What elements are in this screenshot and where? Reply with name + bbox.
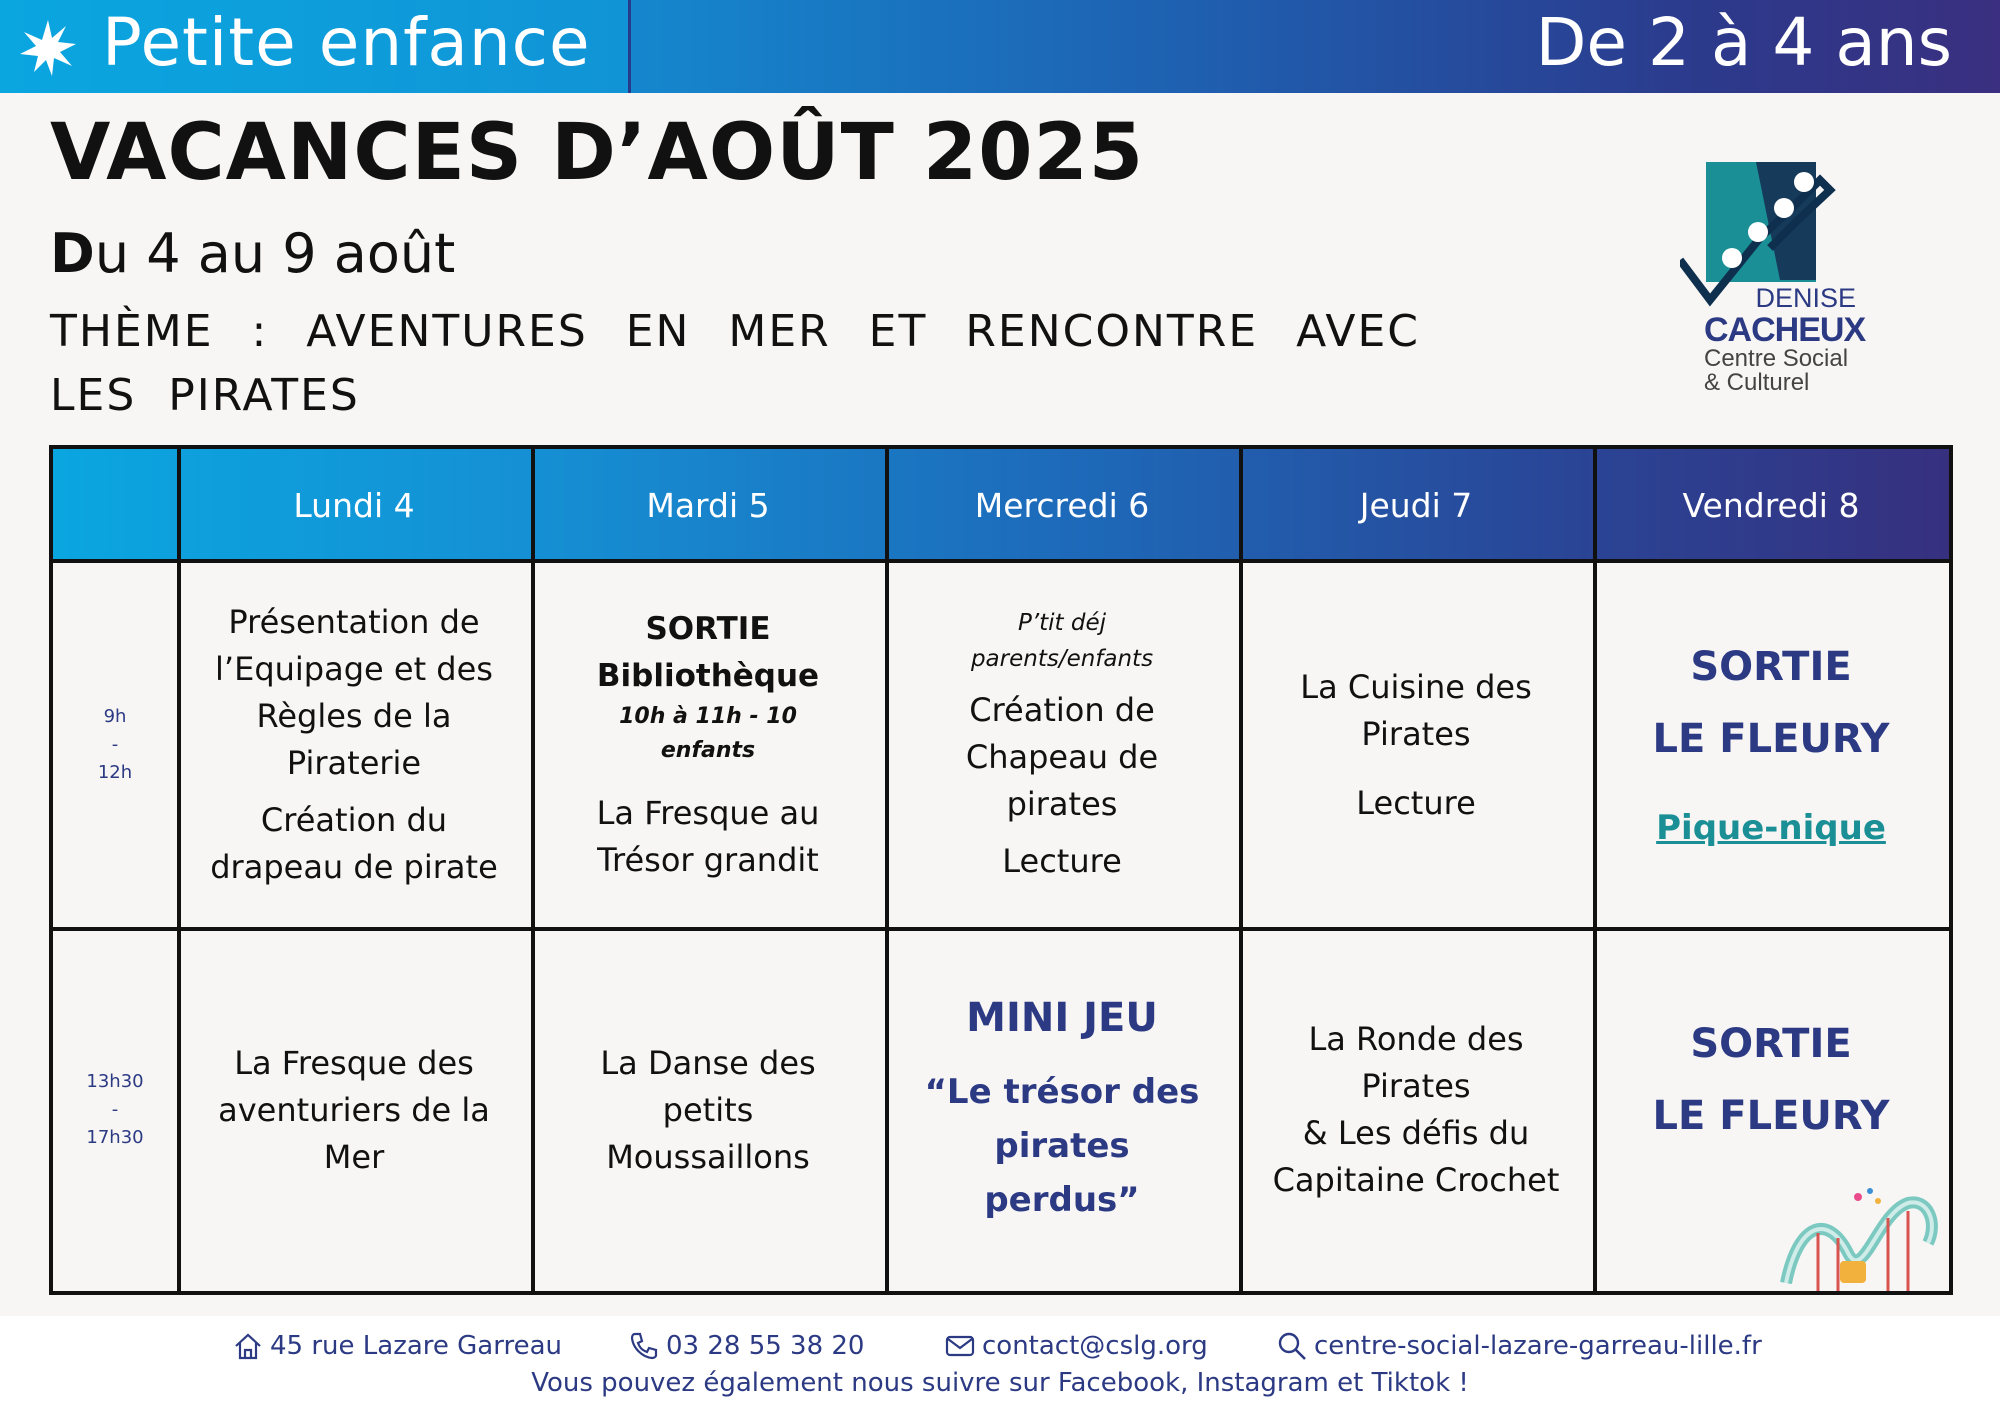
grid-line bbox=[53, 559, 1949, 563]
day-header-wednesday bbox=[885, 449, 1239, 561]
activity: La Danse des petits Moussaillons bbox=[600, 1043, 816, 1176]
grid-line bbox=[53, 927, 1949, 931]
game-title: MINI JEU bbox=[966, 995, 1158, 1041]
logo-line-centre: Centre Social bbox=[1704, 345, 1849, 372]
time-sep: - bbox=[111, 734, 119, 755]
cell-tuesday-morning bbox=[531, 561, 885, 929]
star-icon bbox=[18, 18, 78, 78]
grid-line bbox=[531, 449, 535, 1291]
time-end: 17h30 bbox=[86, 1127, 144, 1148]
schedule-table bbox=[49, 445, 1953, 1295]
activity: Lecture bbox=[1356, 783, 1476, 822]
picnic-link[interactable]: Pique-nique bbox=[1656, 808, 1886, 848]
time-morning bbox=[53, 561, 177, 929]
footer-website[interactable] bbox=[1276, 1326, 1762, 1366]
cell-wednesday-afternoon bbox=[885, 929, 1239, 1291]
date-range bbox=[50, 222, 455, 285]
activity: Création du drapeau de pirate bbox=[210, 801, 498, 886]
search-icon bbox=[1276, 1330, 1308, 1362]
activity: & Les défis du Capitaine Crochet bbox=[1272, 1114, 1560, 1199]
footer-address bbox=[232, 1326, 562, 1366]
grid-line bbox=[1239, 449, 1243, 1291]
day-header-thursday bbox=[1239, 449, 1593, 561]
activity: La Cuisine des Pirates bbox=[1300, 667, 1532, 753]
day-label: Lundi 4 bbox=[293, 485, 415, 525]
header-separator bbox=[628, 0, 631, 93]
phone-text: 03 28 55 38 20 bbox=[666, 1331, 865, 1361]
activity: La Fresque au Trésor grandit bbox=[596, 794, 820, 879]
cell-monday-afternoon bbox=[177, 929, 531, 1291]
game-subtitle: “Le trésor des pirates perdus” bbox=[924, 1072, 1200, 1220]
day-header-friday bbox=[1593, 449, 1949, 561]
footer-phone[interactable] bbox=[628, 1326, 864, 1366]
outing-place: Bibliothèque bbox=[596, 658, 820, 694]
day-header-tuesday bbox=[531, 449, 885, 561]
phone-icon bbox=[628, 1330, 660, 1362]
date-rest: u 4 au 9 août bbox=[94, 222, 456, 285]
logo-line-culturel: & Culturel bbox=[1704, 369, 1810, 396]
mail-icon bbox=[944, 1330, 976, 1362]
footer bbox=[0, 1316, 2000, 1414]
date-prefix: D bbox=[50, 222, 95, 285]
social-follow-text: Vous pouvez également nous suivre sur Facebook, Instagram et Tiktok ! bbox=[531, 1368, 1469, 1398]
time-start: 9h bbox=[103, 706, 127, 727]
cell-wednesday-morning bbox=[885, 561, 1239, 929]
logo-line-cacheux: CACHEUX bbox=[1704, 311, 1866, 349]
outing-title: SORTIE bbox=[1690, 1021, 1852, 1067]
theme-text: THÈME : AVENTURES EN MER ET RENCONTRE AVEC LES PIRATES bbox=[50, 306, 1420, 421]
address-text: 45 rue Lazare Garreau bbox=[270, 1331, 562, 1361]
email-text: contact@cslg.org bbox=[982, 1331, 1208, 1361]
grid-line bbox=[885, 449, 889, 1291]
activity: Création de Chapeau de pirates bbox=[965, 691, 1159, 823]
grid-line bbox=[177, 449, 181, 1291]
breakfast-note: P’tit déj parents/enfants bbox=[970, 610, 1154, 672]
grid-line bbox=[1593, 449, 1597, 1291]
time-start: 13h30 bbox=[86, 1071, 144, 1092]
day-label: Jeudi 7 bbox=[1359, 485, 1473, 525]
day-label: Mardi 5 bbox=[646, 485, 770, 525]
activity: La Ronde des Pirates bbox=[1308, 1020, 1524, 1105]
age-range: De 2 à 4 ans bbox=[1535, 4, 1952, 81]
activity: La Fresque des aventuriers de la Mer bbox=[218, 1043, 490, 1176]
roller-coaster-icon bbox=[1778, 1183, 1948, 1293]
time-sep: - bbox=[111, 1099, 119, 1120]
activity: Présentation de l’Equipage et des Règles de la Piraterie bbox=[215, 603, 493, 782]
website-text: centre-social-lazare-garreau-lille.fr bbox=[1314, 1331, 1762, 1361]
outing-place: LE FLEURY bbox=[1652, 716, 1890, 762]
home-icon bbox=[232, 1330, 264, 1362]
time-end: 12h bbox=[97, 762, 133, 783]
time-afternoon bbox=[53, 929, 177, 1291]
outing-title: SORTIE bbox=[1690, 644, 1852, 690]
cell-friday-morning bbox=[1593, 561, 1949, 929]
cell-thursday-afternoon bbox=[1239, 929, 1593, 1291]
activity: Lecture bbox=[1002, 842, 1122, 880]
logo-line-denise: DENISE bbox=[1755, 283, 1856, 313]
cell-tuesday-afternoon bbox=[531, 929, 885, 1291]
outing-place: LE FLEURY bbox=[1652, 1093, 1890, 1139]
cell-thursday-morning bbox=[1239, 561, 1593, 929]
main-title: VACANCES D’AOÛT 2025 bbox=[50, 108, 1145, 198]
day-label: Vendredi 8 bbox=[1682, 485, 1860, 525]
outing-detail: 10h à 11h - 10 enfants bbox=[619, 704, 797, 763]
footer-email[interactable] bbox=[944, 1326, 1208, 1366]
day-header-monday bbox=[177, 449, 531, 561]
day-label: Mercredi 6 bbox=[974, 485, 1150, 525]
header-title: Petite enfance bbox=[102, 4, 591, 81]
logo-text bbox=[1704, 283, 1874, 395]
cell-monday-morning bbox=[177, 561, 531, 929]
outing-title: SORTIE bbox=[645, 611, 771, 647]
